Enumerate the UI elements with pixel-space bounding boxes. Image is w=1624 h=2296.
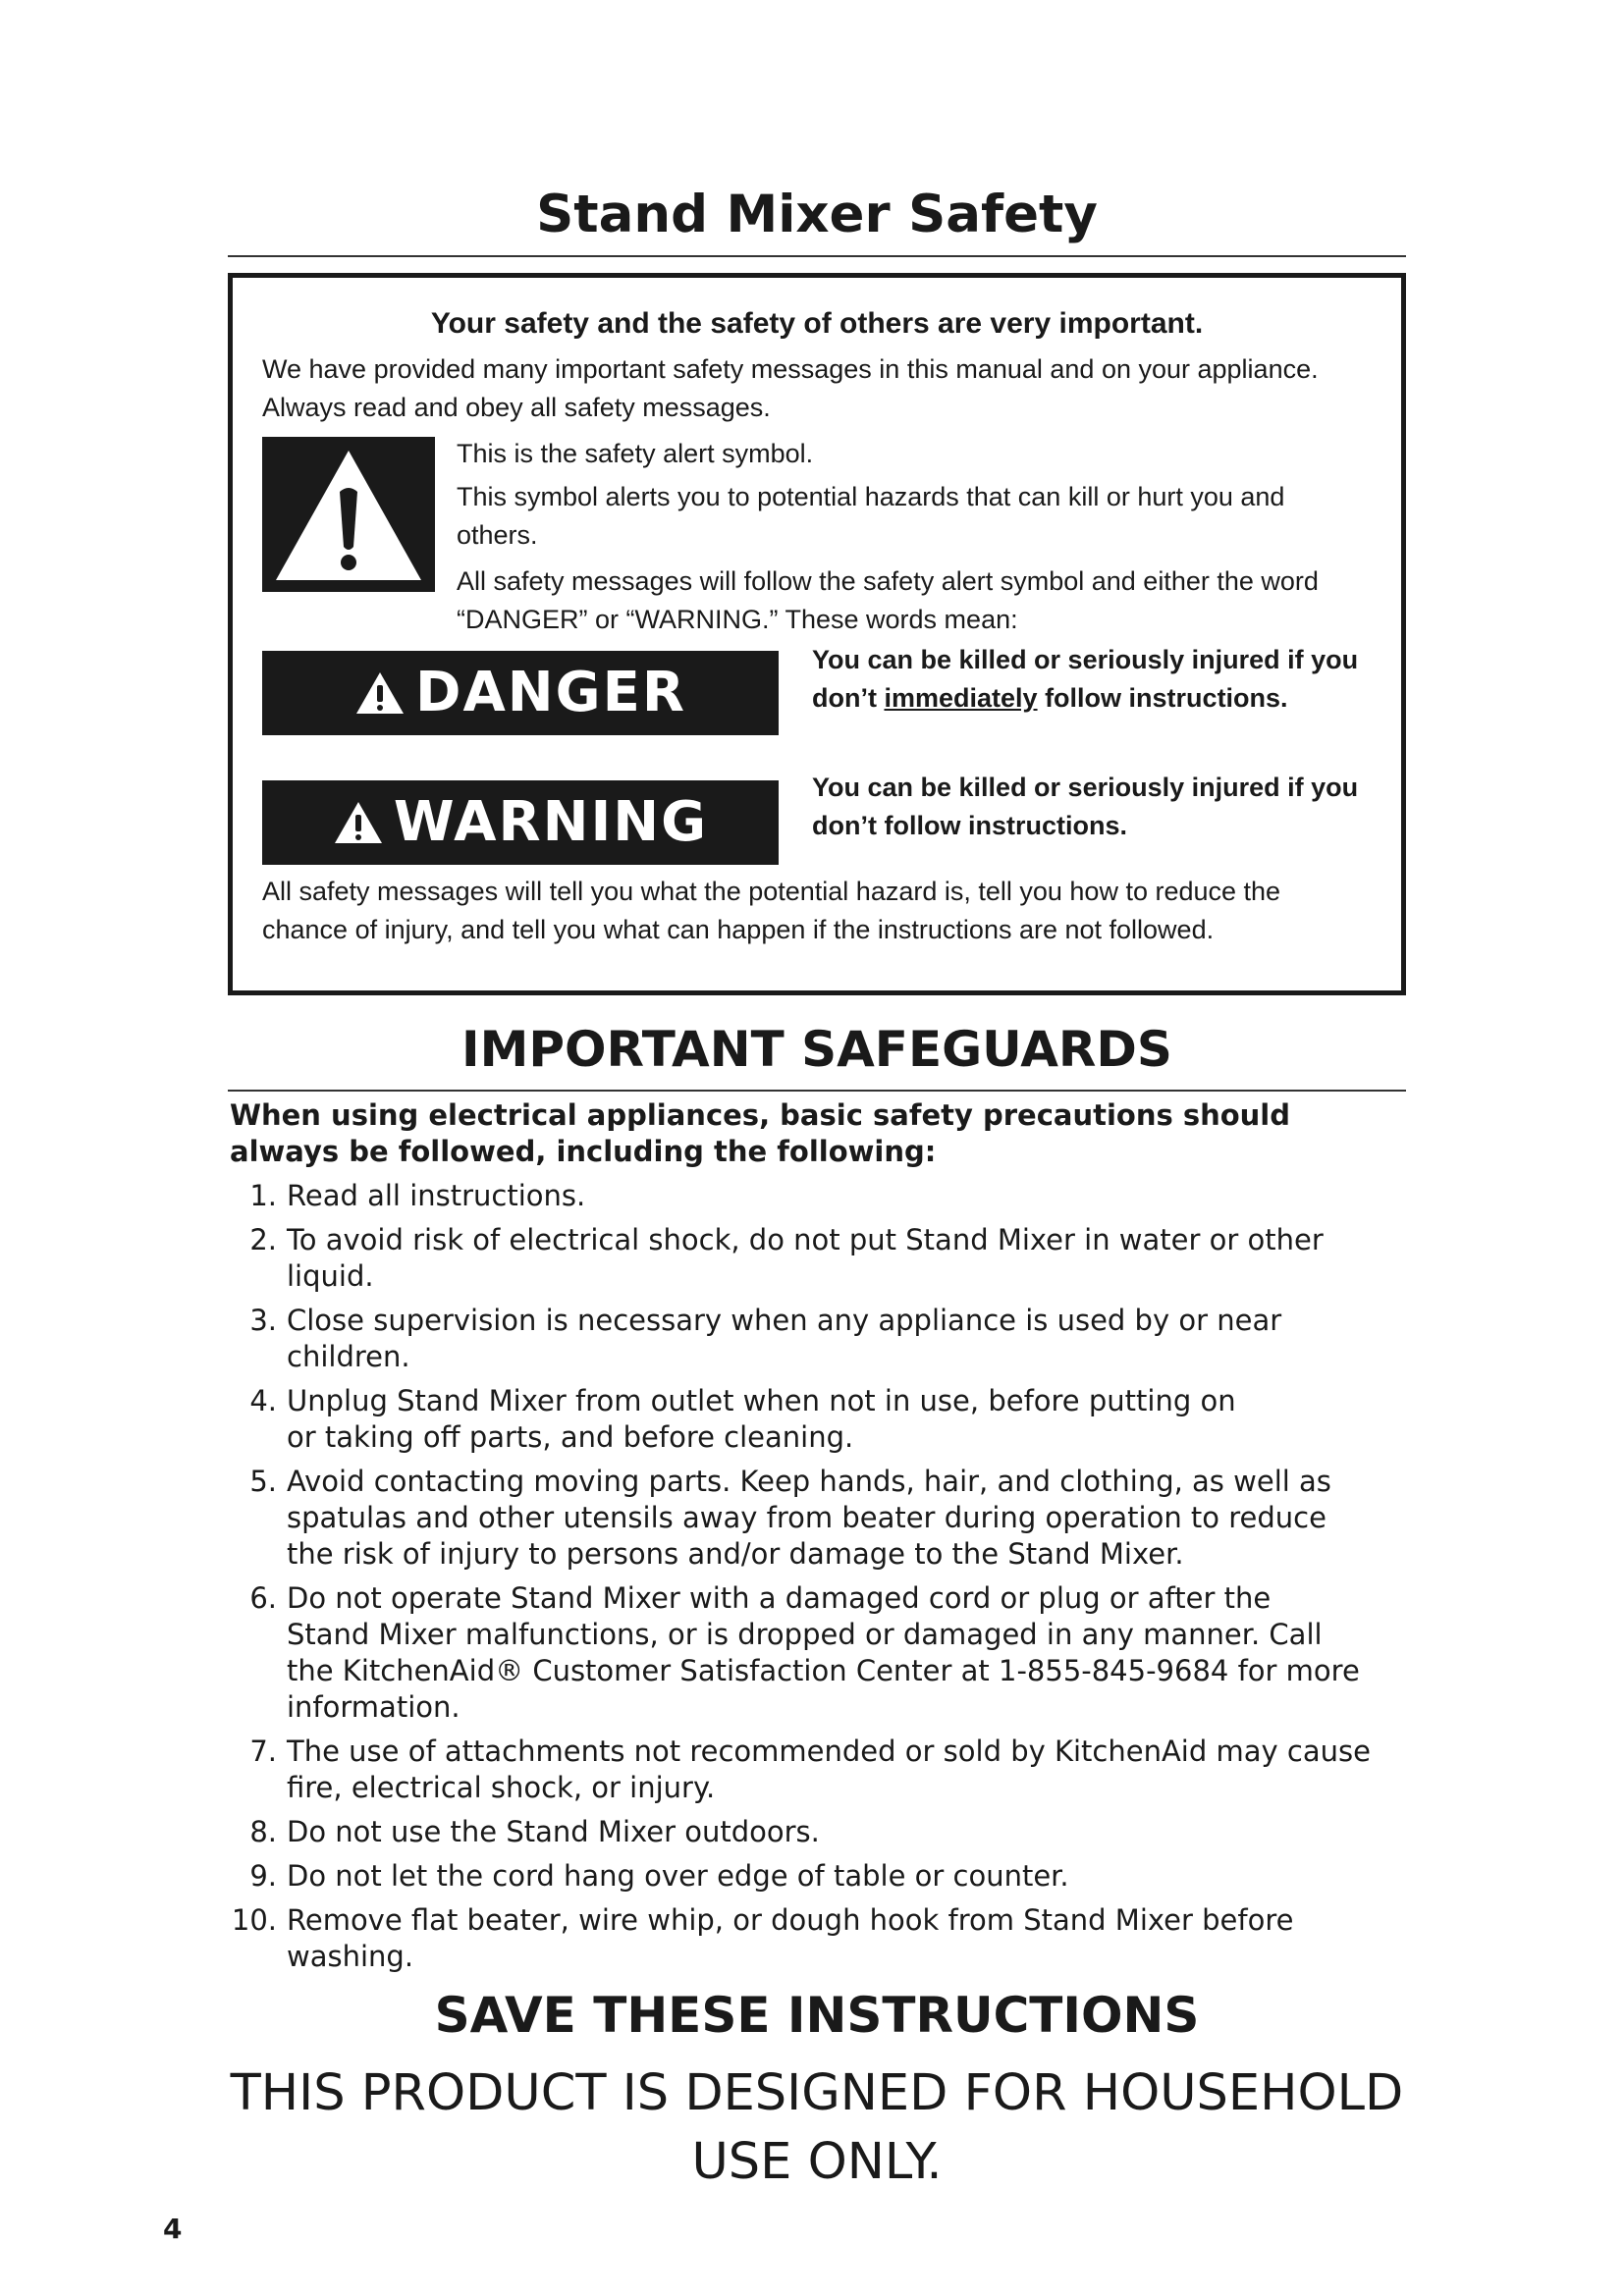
list-item <box>228 1734 1416 1806</box>
danger-desc-part-1: You can be killed or seriously injured if you don’t <box>812 645 1359 713</box>
safety-box-footer: All safety messages will tell you what the potential hazard is, tell you how to reduce the chance of injury, and tell you what can happen if the instructions are not followed. <box>262 877 1281 944</box>
list-item <box>228 1222 1416 1295</box>
list-item <box>228 1902 1416 1975</box>
safeguards-title: IMPORTANT SAFEGUARDS <box>461 1021 1172 1078</box>
list-item-text: Read all instructions. <box>287 1179 586 1212</box>
list-item-number: 8. <box>249 1815 277 1848</box>
list-item-number: 3. <box>249 1304 277 1337</box>
list-item <box>228 1178 1416 1214</box>
danger-description <box>812 641 1381 718</box>
list-item <box>228 1580 1416 1726</box>
warning-label: WARNING <box>393 790 709 854</box>
list-item-number: 5. <box>249 1465 277 1498</box>
safeguards-divider <box>228 1090 1406 1092</box>
danger-desc-part-2: follow instructions. <box>1037 683 1288 713</box>
list-item-text: The use of attachments not recommended or sold by KitchenAid may cause fire, electrical shock, or injury. <box>287 1735 1371 1804</box>
warning-signal-bar <box>262 780 779 865</box>
list-item-text: Do not let the cord hang over edge of table or counter. <box>287 1859 1069 1893</box>
safety-alert-triangle-icon <box>262 437 435 592</box>
title-divider <box>228 255 1406 257</box>
list-item-number: 6. <box>249 1581 277 1615</box>
alert-symbol-description: This symbol alerts you to potential hazards that can kill or hurt you and others. <box>457 482 1285 550</box>
household-use-notice: THIS PRODUCT IS DESIGNED FOR HOUSEHOLD USE ONLY. <box>230 2064 1404 2191</box>
safeguards-list <box>228 1178 1416 1983</box>
list-item-text: Do not use the Stand Mixer outdoors. <box>287 1815 820 1848</box>
safeguards-intro: When using electrical appliances, basic safety precautions should always be followed, including the following: <box>230 1098 1291 1168</box>
danger-alert-icon <box>354 670 406 716</box>
list-item <box>228 1383 1416 1456</box>
safety-box-heading: Your safety and the safety of others are very important. <box>430 307 1204 340</box>
list-item-text: Close supervision is necessary when any appliance is used by or near children. <box>287 1304 1282 1373</box>
list-item-number: 4. <box>249 1384 277 1417</box>
list-item-number: 2. <box>249 1223 277 1256</box>
safety-box-intro: We have provided many important safety messages in this manual and on your appliance. Always read and obey all safety messages. <box>262 354 1319 422</box>
list-item <box>228 1464 1416 1573</box>
list-item <box>228 1303 1416 1375</box>
list-item-text: Avoid contacting moving parts. Keep hands, hair, and clothing, as well as spatulas and other utensils away from beater during operation to reduce the risk of injury to persons and/or damage to the Stand Mixer. <box>287 1465 1331 1571</box>
page-number: 4 <box>163 2213 183 2245</box>
danger-label: DANGER <box>414 661 687 724</box>
list-item <box>228 1814 1416 1850</box>
list-item-number: 7. <box>249 1735 277 1768</box>
warning-alert-icon <box>333 800 384 845</box>
warning-description: You can be killed or seriously injured if you don’t follow instructions. <box>812 773 1359 840</box>
list-item-number: 10. <box>231 1903 277 1937</box>
list-item-text: To avoid risk of electrical shock, do not put Stand Mixer in water or other liquid. <box>287 1223 1324 1293</box>
page-title: Stand Mixer Safety <box>536 185 1098 244</box>
list-item-text: Unplug Stand Mixer from outlet when not in use, before putting on or taking off parts, and before cleaning. <box>287 1384 1236 1454</box>
list-item-text: Remove flat beater, wire whip, or dough hook from Stand Mixer before washing. <box>287 1903 1294 1973</box>
save-instructions-heading: SAVE THESE INSTRUCTIONS <box>434 1987 1200 2044</box>
alert-symbol-caption: This is the safety alert symbol. <box>457 439 814 468</box>
alert-symbol-usage: All safety messages will follow the safety alert symbol and either the word “DANGER” or “WARNING.” These words mean: <box>457 566 1319 634</box>
danger-signal-bar <box>262 651 779 735</box>
safety-message-box <box>228 273 1406 995</box>
danger-desc-emphasis: immediately <box>884 683 1038 713</box>
list-item <box>228 1858 1416 1895</box>
list-item-number: 9. <box>249 1859 277 1893</box>
list-item-number: 1. <box>249 1179 277 1212</box>
list-item-text: Do not operate Stand Mixer with a damaged cord or plug or after the Stand Mixer malfunctions, or is dropped or damaged in any manner. Call the KitchenAid® Customer Satisfaction Center at 1-855-845-9684 for more information. <box>287 1581 1360 1724</box>
